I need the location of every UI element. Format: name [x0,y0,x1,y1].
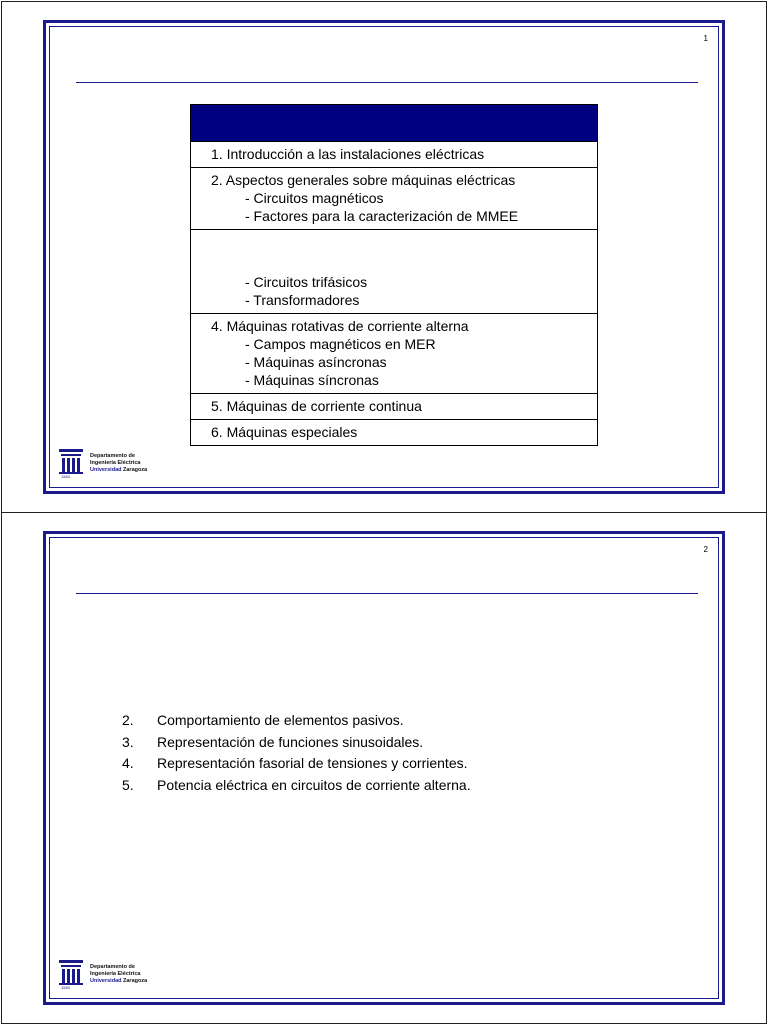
list-item [122,732,471,754]
logo-city: Zaragoza [123,978,148,984]
toc-row-title [211,233,597,273]
toc-subitem: - Campos magnéticos en MER [245,336,436,352]
logo-year: 1583 [61,474,70,479]
title-rule [76,82,698,83]
toc-row-title: 6. Máquinas especiales [211,424,358,440]
logo-line-1: Departamento de [90,453,135,459]
toc-row-5 [191,394,597,420]
toc-row-title: 4. Máquinas rotativas de corriente alterna [211,318,469,334]
toc-row-6 [191,420,597,445]
toc-row-title: 1. Introducción a las instalaciones eléctricas [211,146,485,162]
logo-year: 1583 [61,985,70,990]
logo-city: Zaragoza [123,467,148,473]
logo-line-1: Departamento de [90,964,135,970]
logo-university: Universidad [90,467,122,473]
toc-row-title: 5. Máquinas de corriente continua [211,398,422,414]
toc-subitem: - Factores para la caracterización de MMEE [245,208,519,224]
list-number: 5. [122,776,134,793]
toc-subitem: - Circuitos magnéticos [245,190,384,206]
list-item [122,775,471,797]
logo-line-2: Ingeniería Eléctrica [90,971,141,977]
toc-subitem: - Máquinas síncronas [245,372,379,388]
list-number: 3. [122,733,134,750]
logo-text [90,964,147,985]
list-text: Representación de funciones sinusoidales. [157,733,424,750]
slide-number: 1 [703,34,708,43]
logo-line-3 [90,978,147,985]
document-page-1 [1,1,767,513]
list-item [122,753,471,775]
toc-row-2 [191,168,597,230]
toc-subitem: - Circuitos trifásicos [245,274,368,290]
university-logo [58,958,198,994]
contents-table-header [191,105,597,142]
toc-row-3 [191,230,597,314]
list-text: Representación fasorial de tensiones y corrientes. [157,755,468,771]
logo-line-3 [90,467,147,474]
list-item [122,710,471,732]
logo-line-2: Ingeniería Eléctrica [90,460,141,466]
university-logo [58,447,198,483]
numbered-list [122,710,471,796]
toc-row-4 [191,314,597,394]
toc-subitem: - Máquinas asíncronas [245,354,387,370]
logo-university: Universidad [90,978,122,984]
list-text: Potencia eléctrica en circuitos de corriente alterna. [157,776,471,793]
logo-text [90,453,147,474]
document-page-2 [1,512,767,1024]
toc-row-1 [191,142,597,168]
toc-row-title: 2. Aspectos generales sobre máquinas eléctricas [211,172,516,188]
list-number: 2. [122,712,134,728]
title-rule [76,593,698,594]
slide-frame [49,537,719,999]
slide-1 [43,20,725,494]
slide-frame [49,26,719,488]
slide-2 [43,531,725,1005]
toc-subitem: - Transformadores [245,292,360,308]
slide-number: 2 [703,545,708,554]
contents-table [190,104,598,446]
list-number: 4. [122,755,134,771]
list-text: Comportamiento de elementos pasivos. [157,712,404,728]
